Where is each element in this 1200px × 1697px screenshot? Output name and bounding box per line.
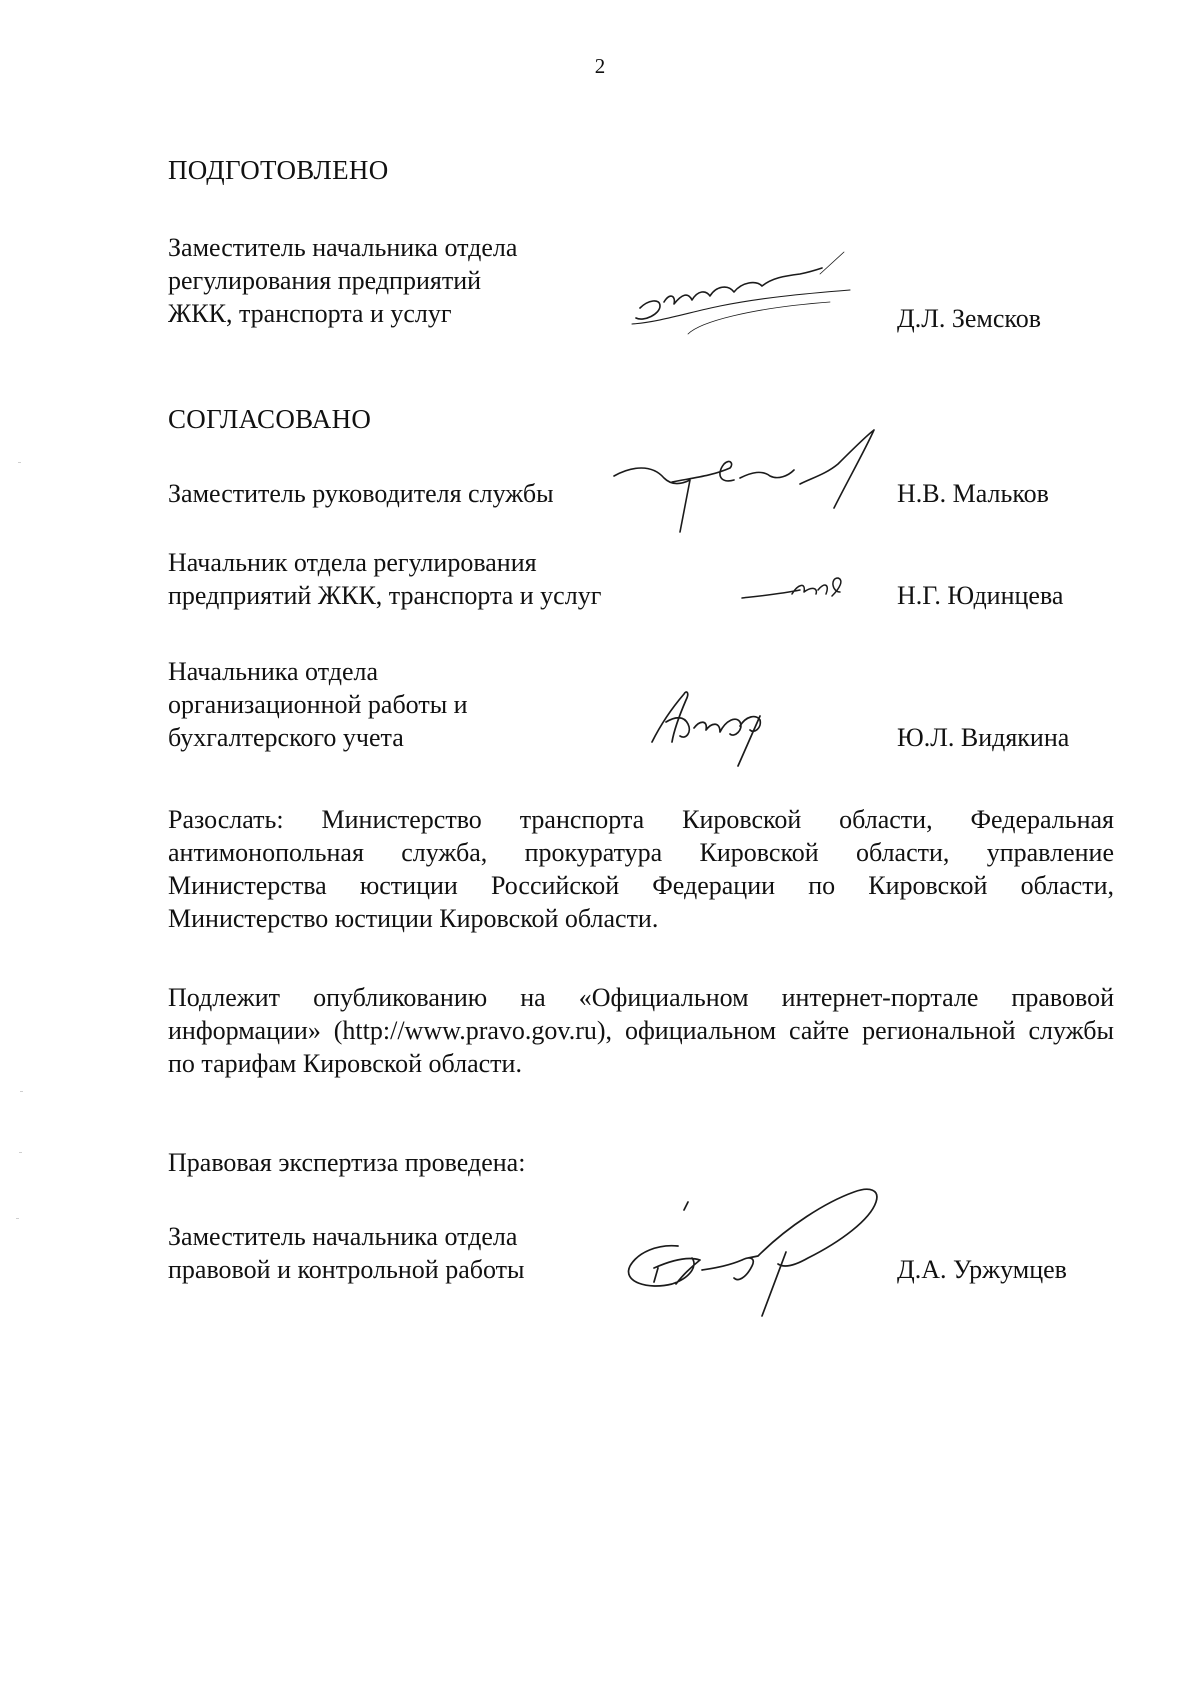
agreed-heading: СОГЛАСОВАНО — [168, 404, 372, 434]
scan-speck — [16, 1218, 19, 1219]
signature-zemskov — [630, 262, 880, 382]
prepared-signatory-name: Д.Л. Земсков — [897, 304, 1042, 333]
scan-speck — [18, 462, 21, 463]
agreed-signatory-name: Ю.Л. Видякина — [897, 723, 1070, 752]
prepared-position-line: Заместитель начальника отдела — [168, 233, 518, 262]
signature-yudintseva — [740, 566, 860, 616]
page-number: 2 — [594, 54, 606, 78]
scan-speck — [20, 1091, 23, 1092]
scan-speck — [19, 1152, 22, 1153]
legal-review-heading: Правовая экспертиза проведена: — [168, 1148, 526, 1177]
signature-urzhumtsev — [618, 1186, 918, 1316]
agreed-position-line: бухгалтерского учета — [168, 723, 404, 752]
agreed-position-line: Начальник отдела регулирования — [168, 548, 537, 577]
agreed-position-line: организационной работы и — [168, 690, 468, 719]
publication-paragraph: Подлежит опубликованию на «Официальном интернет-портале правовой информации» (http://www.pravo.gov.ru), официальном сайте региональной службы по тарифам Кировской области. — [168, 983, 1114, 1078]
legal-review-signatory-name: Д.А. Уржумцев — [897, 1255, 1067, 1284]
prepared-position-line: регулирования предприятий — [168, 266, 482, 295]
legal-review-position-line: Заместитель начальника отдела — [168, 1222, 518, 1251]
agreed-signatory-name: Н.В. Мальков — [897, 479, 1049, 508]
prepared-heading: ПОДГОТОВЛЕНО — [168, 155, 389, 185]
legal-review-position-line: правовой и контрольной работы — [168, 1255, 525, 1284]
agreed-position-line: предприятий ЖКК, транспорта и услуг — [168, 581, 602, 610]
signature-malkov — [612, 428, 902, 538]
agreed-signatory-name: Н.Г. Юдинцева — [897, 581, 1064, 610]
signature-vidyakina — [650, 686, 780, 776]
distribution-paragraph: Разослать: Министерство транспорта Кировской области, Федеральная антимонопольная служба, прокуратура Кировской области, управление Министерства юстиции Российской Федерации по Кировской области, Министерство юстиции Кировской области. — [168, 805, 1114, 933]
prepared-position-line: ЖКК, транспорта и услуг — [168, 299, 452, 328]
agreed-position-line: Заместитель руководителя службы — [168, 479, 554, 508]
agreed-position-line: Начальника отдела — [168, 657, 379, 686]
